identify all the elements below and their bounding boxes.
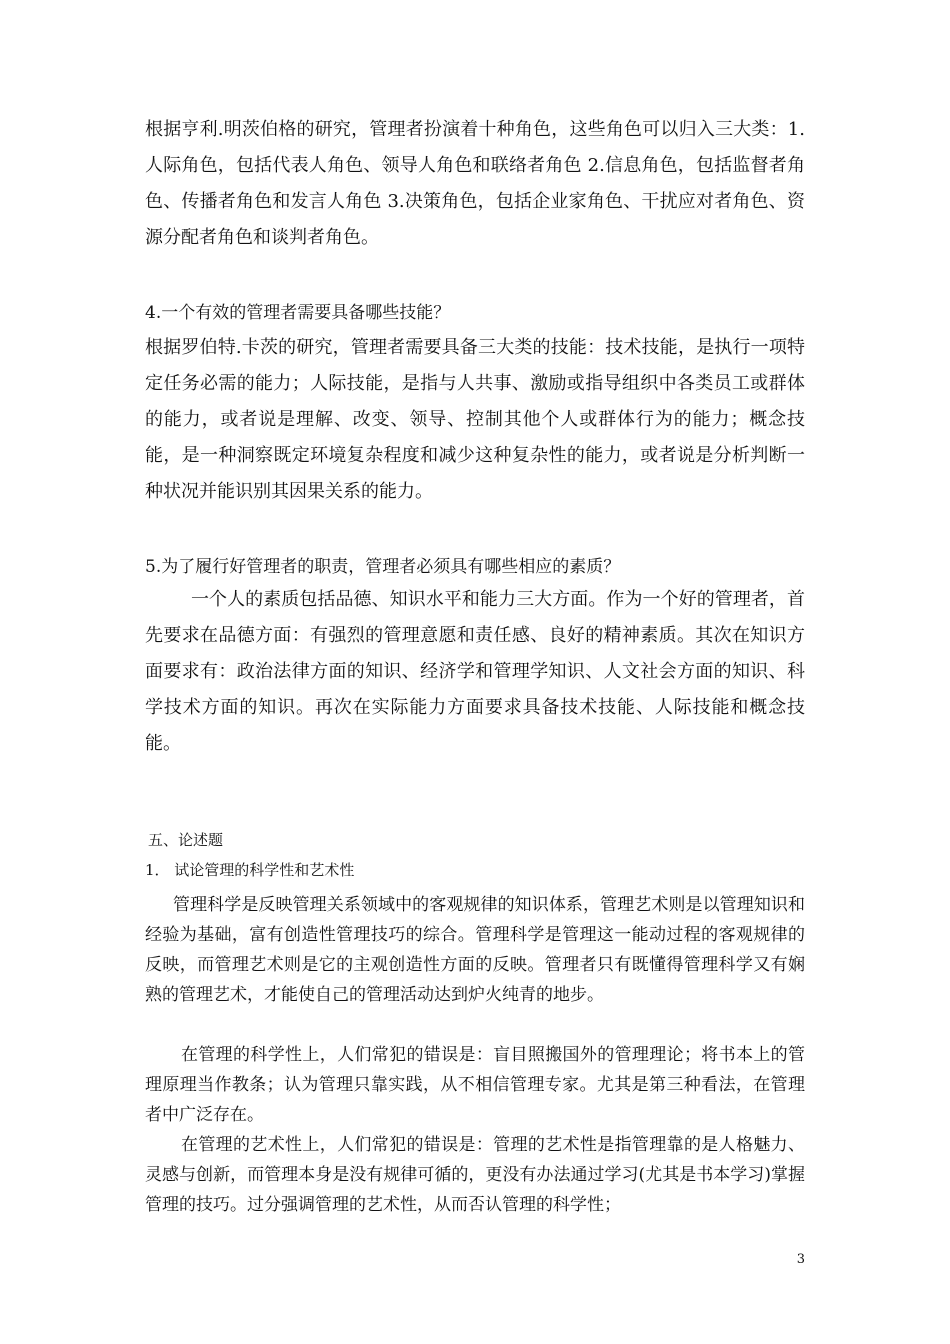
essay-paragraph-3: 在管理的艺术性上，人们常犯的错误是：管理的艺术性是指管理靠的是人格魅力、灵感与创新，而管理本身是没有规律可循的，更没有办法通过学习(尤其是书本学习)掌握管理的技巧。过分强调管理的艺术性，从而否认管理的科学性； — [145, 1135, 805, 1215]
question-4: 4.一个有效的管理者需要具备哪些技能？ — [145, 303, 451, 323]
section-heading: 五、论述题 — [148, 831, 224, 849]
answer-4-paragraph: 根据罗伯特.卡茨的研究，管理者需要具备三大类的技能：技术技能，是执行一项特定任务必需的能力；人际技能，是指与人共事、激励或指导组织中各类员工或群体的能力，或者说是理解、改变、领导、控制其他个人或群体行为的能力；概念技能，是一种洞察既定环境复杂程度和减少这种复杂性的能力，或者说是分析判断一种状况并能识别其因果关系的能力。 — [145, 337, 805, 502]
roles-answer-paragraph: 根据亨利.明茨伯格的研究，管理者扮演着十种角色，这些角色可以归入三大类：1.人际角色，包括代表人角色、领导人角色和联络者角色 2.信息角色，包括监督者角色、传播者角色和发言人角色 3.决策角色，包括企业家角色、干扰应对者角色、资源分配者角色和谈判者角色。 — [145, 119, 805, 248]
essay-question-1: 1． 试论管理的科学性和艺术性 — [145, 861, 355, 879]
answer-5-paragraph: 一个人的素质包括品德、知识水平和能力三大方面。作为一个好的管理者，首先要求在品德方面：有强烈的管理意愿和责任感、良好的精神素质。其次在知识方面要求有：政治法律方面的知识、经济学和管理学知识、人文社会方面的知识、科学技术方面的知识。再次在实际能力方面要求具备技术技能、人际技能和概念技能。 — [145, 589, 805, 754]
essay-paragraph-1: 管理科学是反映管理关系领域中的客观规律的知识体系，管理艺术则是以管理知识和经验为基础，富有创造性管理技巧的综合。管理科学是管理这一能动过程的客观规律的反映，而管理艺术则是它的主观创造性方面的反映。管理者只有既懂得管理科学又有娴熟的管理艺术，才能使自己的管理活动达到炉火纯青的地步。 — [145, 895, 805, 1005]
essay-paragraph-2: 在管理的科学性上，人们常犯的错误是：盲目照搬国外的管理理论；将书本上的管理原理当作教条；认为管理只靠实践，从不相信管理专家。尤其是第三种看法，在管理者中广泛存在。 — [145, 1045, 805, 1125]
page-number: 3 — [796, 1252, 805, 1267]
question-5: 5.为了履行好管理者的职责，管理者必须具有哪些相应的素质？ — [145, 557, 621, 577]
